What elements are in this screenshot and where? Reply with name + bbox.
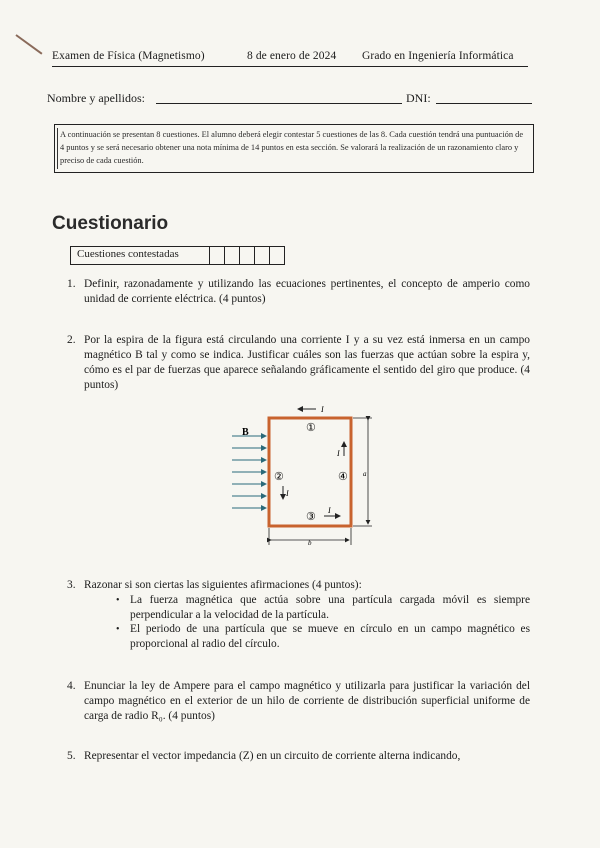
side-label-2: ② xyxy=(274,471,284,483)
degree-name: Grado en Ingeniería Informática xyxy=(362,50,514,62)
exam-title: Examen de Física (Magnetismo) xyxy=(52,50,205,62)
question-number: 3. xyxy=(67,579,76,591)
bullet-item xyxy=(116,622,530,652)
name-label: Nombre y apellidos: xyxy=(47,91,145,105)
question-5 xyxy=(67,749,530,764)
instructions-box xyxy=(54,124,534,173)
exam-date: 8 de enero de 2024 xyxy=(247,50,337,62)
question-text: Por la espira de la figura está circulando una corriente I y a su vez está inmersa en un campo magnético B tal y como se indica. Justificar cuáles son las fuerzas que actúan sobre la espira y, cómo es el par de fuerzas que aparece señalando gráficamente el sentido del giro que produce. (4 puntos) xyxy=(84,334,530,391)
question-text: Definir, razonadamente y utilizando las ecuaciones pertinentes, el concepto de amperio como unidad de corriente eléctrica. (4 puntos) xyxy=(84,278,530,305)
dni-field[interactable] xyxy=(436,103,532,104)
current-label-bottom: I xyxy=(328,506,331,515)
dni-label: DNI: xyxy=(406,91,431,105)
current-label-left: I xyxy=(286,489,289,498)
bullet-item xyxy=(116,593,530,623)
answer-cell[interactable] xyxy=(210,247,225,264)
bullet-dot: • xyxy=(116,595,120,606)
instructions-text: A continuación se presentan 8 cuestiones. El alumno deberá elegir contestar 5 cuestiones de las 8. Cada cuestión tendrá una puntuación de 4 puntos y se será necesario obtener una nota mínima de 14 puntos en esta sección. Se valorará la realización de un razonamiento claro y preciso de cada cuestión. xyxy=(60,130,524,165)
instructions-margin-line xyxy=(57,128,58,169)
header-rule xyxy=(52,66,528,67)
magnetic-field-arrows xyxy=(232,436,266,508)
name-field[interactable] xyxy=(156,103,402,104)
question-4 xyxy=(67,679,530,724)
question-1 xyxy=(67,277,530,307)
pen-mark xyxy=(15,34,42,54)
width-label: b xyxy=(308,539,312,547)
bullet-text: La fuerza magnética que actúa sobre una partícula cargada móvil es siempre perpendicular a la velocidad de la partícula. xyxy=(130,594,530,621)
side-label-3: ③ xyxy=(306,511,316,523)
current-label-right: I xyxy=(337,449,340,458)
side-label-1: ① xyxy=(306,422,316,434)
question-text: Enunciar la ley de Ampere para el campo magnético y utilizarla para justificar la variación del campo magnético en el exterior de un hilo de corriente de distribución superficial uniforme de carga de radio R₀. (4 puntos) xyxy=(84,680,530,722)
answer-cell[interactable] xyxy=(270,247,284,264)
current-loop-figure xyxy=(220,398,390,548)
current-label-top: I xyxy=(321,405,324,414)
question-text: Representar el vector impedancia (Z) en un circuito de corriente alterna indicando, xyxy=(84,750,461,762)
field-label: B xyxy=(242,427,249,438)
question-number: 5. xyxy=(67,750,76,762)
bullet-dot: • xyxy=(116,624,120,635)
section-title: Cuestionario xyxy=(52,213,169,234)
answer-cell[interactable] xyxy=(255,247,270,264)
answered-questions-box xyxy=(70,246,285,265)
question-number: 4. xyxy=(67,680,76,692)
side-label-4: ④ xyxy=(338,471,348,483)
answered-questions-label: Cuestiones contestadas xyxy=(71,247,210,264)
question-2 xyxy=(67,333,530,393)
question-number: 2. xyxy=(67,334,76,346)
bullet-text: El periodo de una partícula que se mueve en círculo en un campo magnético es proporcional al radio del círculo. xyxy=(130,623,530,650)
height-label: a xyxy=(363,470,367,478)
question-number: 1. xyxy=(67,278,76,290)
answer-cell[interactable] xyxy=(225,247,240,264)
question-text: Razonar si son ciertas las siguientes afirmaciones (4 puntos): xyxy=(84,579,362,591)
question-3 xyxy=(67,578,530,593)
answer-cell[interactable] xyxy=(240,247,255,264)
